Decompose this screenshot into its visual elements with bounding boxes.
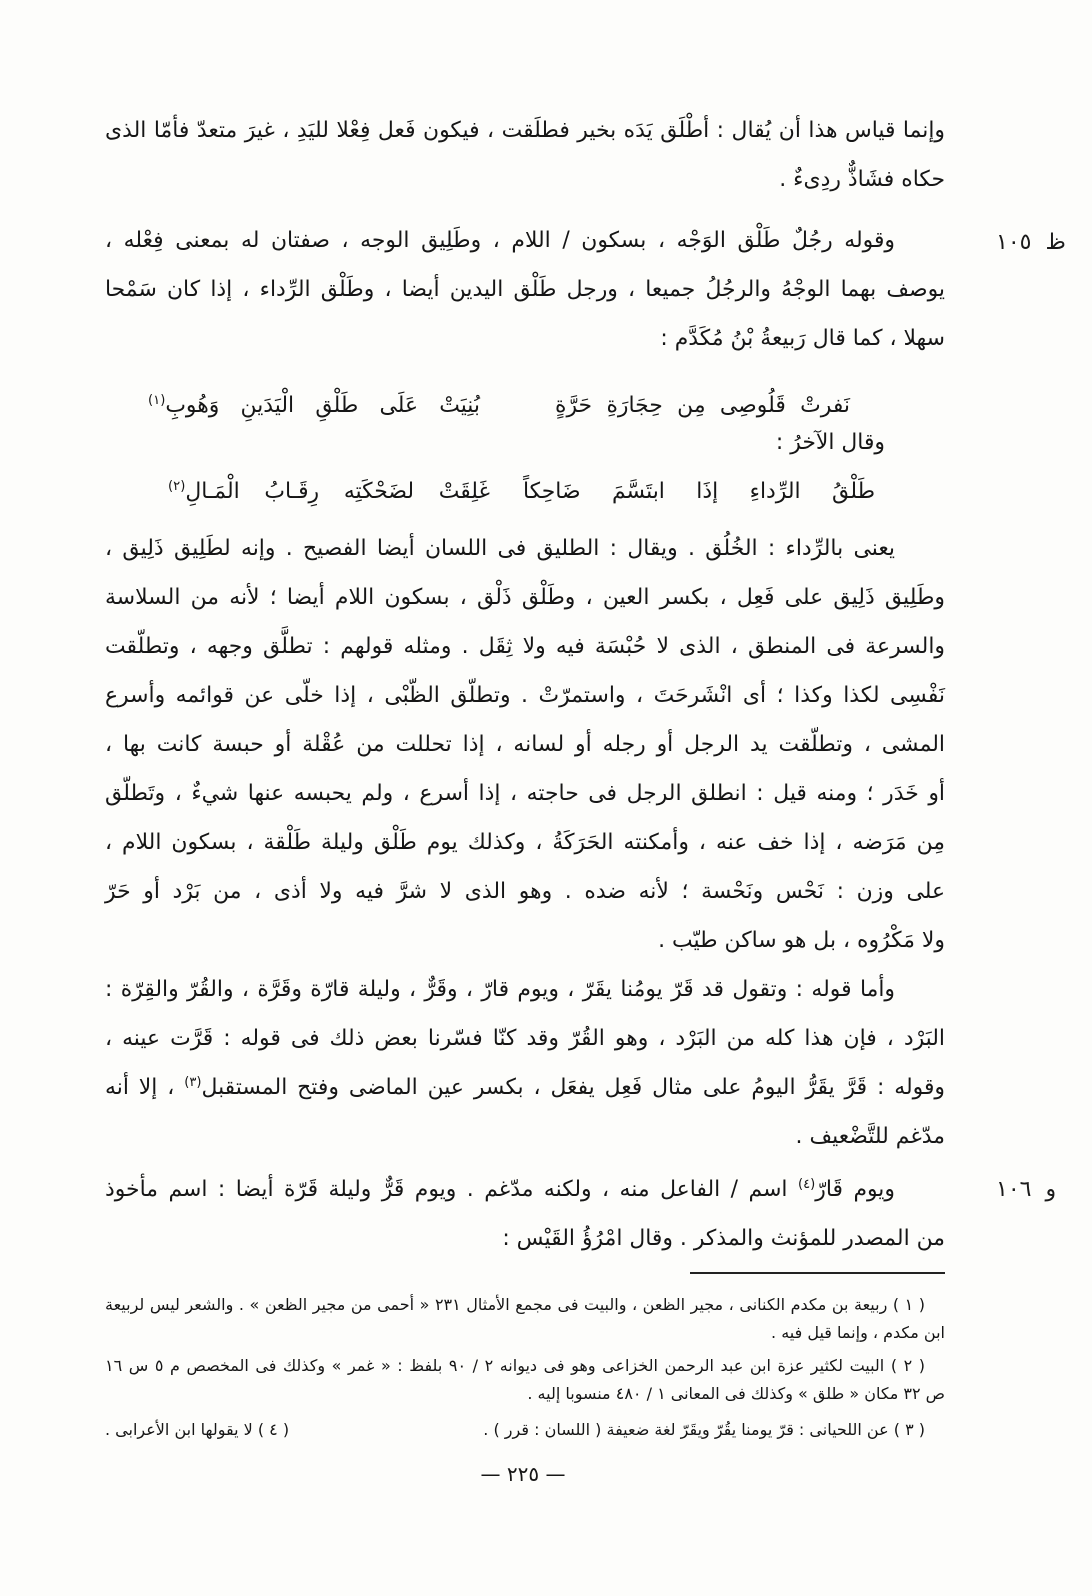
paragraph bbox=[105, 965, 945, 1161]
footnote-line: ( ٢ ) البيت لكثير عزة ابن عبد الرحمن الخزاعى وهو فى ديوانه ٢ / ٩٠ بلفظ : « غمر » وكذلك فى المخصص م ٥ س ١٦ bbox=[105, 1356, 926, 1375]
paragraph bbox=[105, 106, 945, 204]
text-line: ولا مَكْرُوه ، بل هو ساكن طيّب . bbox=[658, 928, 945, 953]
footnote bbox=[105, 1291, 945, 1347]
footnote-line: ص ٣٢ مكان « طلق » وكذلك فى المعانى ١ / ٤٨٠ منسوبا إليه . bbox=[527, 1384, 945, 1403]
footnote bbox=[105, 1352, 945, 1408]
hemistich-text: بُنِيَتْ عَلَى طَلْقِ الْيَدَينِ وَهُوبِ bbox=[165, 393, 480, 418]
main-text bbox=[105, 106, 945, 1263]
page-number: — ٢٢٥ — bbox=[480, 1462, 566, 1486]
text-line: حكاه فشَاذٌّ ردِىءٌ . bbox=[779, 167, 945, 192]
footnote-ref: (٤) bbox=[797, 1177, 816, 1193]
hemistich-text: غَلِقَتْ لضَحْكَتِه رِقَـابُ الْمَـالِ bbox=[185, 479, 490, 504]
text-line: من المصدر للمؤنث والمذكر . وقال امْرُؤُ القَيْس : bbox=[502, 1226, 945, 1251]
hemistich-right: طَلْقُ الرِّداءِ إذَا ابتَسَّمَ ضَاحِكاً bbox=[523, 479, 875, 504]
text-line: مِن مَرَضه ، إذا خف عنه ، وأمكنته الحَرَكَةُ ، وكذلك يوم طَلْق وليلة طَلْقة ، بسكون اللام ، bbox=[105, 830, 945, 855]
line-text: ، إلا أنه bbox=[105, 1075, 185, 1100]
folio-side: و bbox=[1045, 1177, 1057, 1202]
folio-marker bbox=[996, 228, 1066, 258]
text-line: البَرْد ، فإن هذا كله من البَرْد ، وهو القُرّ وقد كنّا فسّرنا بعض ذلك فى قوله : قَرَّت عينه ، bbox=[105, 1026, 945, 1051]
line-text: ويوم قَارّ bbox=[815, 1177, 895, 1202]
text-line: سهلا ، كما قال رَبيعةُ بْنُ مُكَدَّم : bbox=[660, 326, 945, 351]
footnote-line: ابن مكدم ، وإنما قيل فيه . bbox=[771, 1323, 945, 1342]
text-line: نَفْسِى لكذا وكذا ؛ أى انْشَرحَتَ ، واستمرّتْ . وتطلّق الظّبْى ، إذا خلّى عن قوائمه وأسرع bbox=[105, 683, 945, 708]
footnote-line: ( ١ ) ربيعة بن مكدم الكنانى ، مجير الظعن ، والبيت فى مجمع الأمثال ٢٣١ « أحمى من مجير الظعن » . والشعر ليس لربيعة bbox=[105, 1295, 926, 1314]
hemistich-left bbox=[168, 467, 490, 516]
verse-intro: وقال الآخرُ : bbox=[775, 430, 885, 455]
text-line: مدّغم للتَّضْعيف . bbox=[795, 1124, 945, 1149]
text-line bbox=[105, 1165, 945, 1214]
line-text: اسم / الفاعل منه ، ولكنه مدّغم . ويوم قَرٌّ وليلة قَرّة أيضا : اسم مأخوذ bbox=[105, 1177, 798, 1202]
line-text: وقوله : قَرَّ يقَرُّ اليومُ على مثال فَعِل يفعَل ، بكسر عين الماضى وفتح المستقبل bbox=[201, 1075, 945, 1100]
folio-marker bbox=[996, 1175, 1056, 1205]
text-line: وطَلِيق ذَلِيق على فَعِل ، بكسر العين ، وطَلْق ذَلْق ، بسكون اللام أيضا ؛ لأنه من السلاسة bbox=[105, 585, 945, 610]
footnote-ref: (٢) bbox=[168, 479, 186, 495]
text-line: على وزن : نَحْس ونَحْسة ؛ لأنه ضده . وهو الذى لا شرَّ فيه ولا أذى ، من بَرْد أو حَرّ bbox=[105, 879, 945, 904]
paragraph bbox=[105, 524, 945, 965]
verse bbox=[105, 467, 945, 516]
text-line: يعنى بالرِّداء : الخُلُق . ويقال : الطليق فى اللسان أيضا الفصيح . وإنه لطَلِيق ذَلِيق ، bbox=[105, 536, 895, 561]
footnotes bbox=[105, 1291, 945, 1444]
folio-side: ظ bbox=[1045, 230, 1066, 255]
paragraph bbox=[105, 1165, 945, 1263]
footnote-row bbox=[105, 1416, 945, 1444]
text-line: أو خَدَر ؛ ومنه قيل : انطلق الرجل فى حاجته ، إذا أسرع ، ولم يحبسه عنها شيءٌ ، وتَطلّق bbox=[105, 781, 945, 806]
folio-number: ١٠٦ bbox=[996, 1177, 1032, 1202]
paragraph bbox=[105, 216, 945, 363]
footnote: ( ٣ ) عن اللحيانى : قرّ يومنا يقُرّ ويقَرّ لغة ضعيفة ( اللسان : قرر ) . bbox=[483, 1420, 925, 1439]
text-line bbox=[105, 1063, 945, 1112]
hemistich-right: نَفرتْ قَلُوصِى مِن حِجَارَةِ حَرَّةٍ bbox=[555, 393, 850, 418]
text-line: وإنما قياس هذا أن يُقال : أطْلَق يَدَه بخير فطلَقت ، فيكون فَعل فِعْلا لليَدِ ، غيرَ متعدّ فأمّا الذى bbox=[105, 118, 945, 143]
hemistich-left bbox=[148, 381, 480, 430]
text-line: والسرعة فى المنطق ، الذى لا حُبْسَة فيه ولا ثِقَل . ومثله قولهم : تطلَّق وجهه ، وتطلّقت bbox=[105, 634, 945, 659]
footnote: ( ٤ ) لا يقولها ابن الأعرابى . bbox=[105, 1420, 290, 1439]
footnote-ref: (٣) bbox=[184, 1075, 202, 1091]
footnote-separator bbox=[690, 1272, 945, 1274]
text-line: وأما قوله : وتقول قد قَرّ يومُنا يقَرّ ، ويوم قارّ ، وقَرٌّ ، وليلة قارّة وقَرَّة ، والقُرّ والقِرّة : bbox=[105, 977, 895, 1002]
footnote-ref: (١) bbox=[148, 393, 166, 409]
text-line: المشى ، وتطلّقت يد الرجل أو رجله أو لسانه ، إذا تحللت من عُقْلة أو حبسة كانت بها ، bbox=[105, 732, 945, 757]
text-line: وقوله رجُلٌ طَلْق الوَجْه ، بسكون / اللام ، وطَلِيق الوجه ، صفتان له بمعنى فِعْله ، bbox=[105, 228, 895, 253]
folio-number: ١٠٥ bbox=[996, 230, 1032, 255]
text-line: يوصف بهما الوجْهُ والرجُلُ جميعا ، ورجل طَلْق اليدين أيضا ، وطَلْق الرِّداء ، إذا كان سَمْحا bbox=[105, 277, 945, 302]
